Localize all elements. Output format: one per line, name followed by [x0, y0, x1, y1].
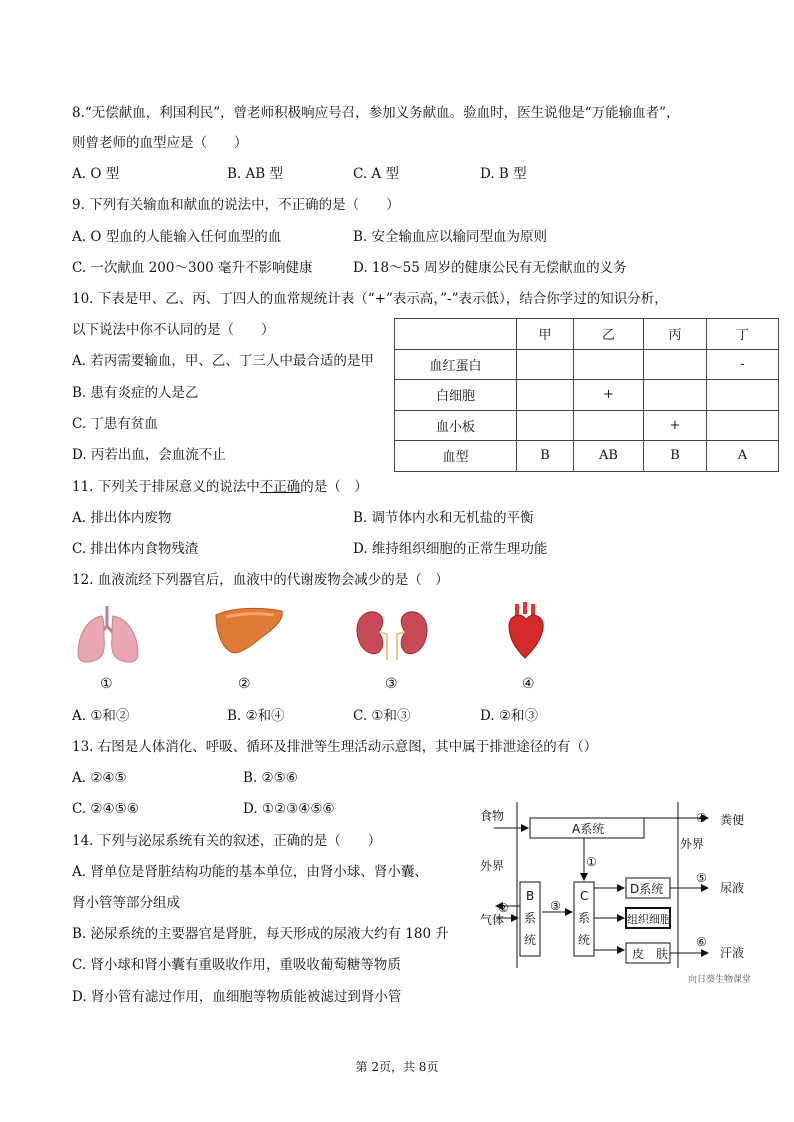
- organ-label-1: ①: [100, 676, 113, 692]
- lungs-image: [74, 604, 144, 666]
- diagram-outer-right-label: 外界: [680, 837, 705, 851]
- q8-option-b: B. AB 型: [227, 166, 283, 182]
- q11-option-b: B. 调节体内水和无机盐的平衡: [353, 510, 534, 526]
- table-cell: [395, 319, 517, 350]
- q11-stem-post: 的是（ ）: [300, 479, 368, 495]
- q13-option-b: B. ②⑤⑥: [243, 770, 298, 786]
- q9-option-a: A. O 型血的人能输入任何血型的血: [72, 229, 282, 245]
- table-row-label: 血红蛋白: [395, 349, 517, 380]
- diagram-output-sweat: 汗液: [720, 946, 745, 960]
- diagram-watermark: 向日葵生物课堂: [688, 975, 752, 985]
- table-cell: [707, 380, 779, 411]
- organ-label-3: ③: [385, 676, 398, 692]
- diagram-num-3: ③: [550, 899, 561, 913]
- q11-stem-pre: 11. 下列关于排尿意义的说法中: [72, 479, 260, 495]
- q11-option-a: A. 排出体内废物: [72, 510, 172, 526]
- q12-option-c: C. ①和③: [353, 708, 411, 724]
- diagram-system-d: D系统: [630, 882, 664, 896]
- table-row: [395, 441, 779, 472]
- q12-stem: 12. 血液流经下列器官后，血液中的代谢废物会减少的是（ ）: [72, 572, 449, 588]
- q13-option-c: C. ②④⑤⑥: [72, 801, 139, 817]
- table-cell: [707, 410, 779, 441]
- q12-option-d: D. ②和③: [480, 708, 539, 724]
- q11-stem-underline: 不正确: [259, 479, 301, 495]
- q8-option-c: C. A 型: [353, 166, 399, 182]
- q10-option-c: C. 丁患有贫血: [72, 416, 158, 432]
- diagram-num-6: ⑥: [696, 935, 707, 949]
- q11-option-d: D. 维持组织细胞的正常生理功能: [353, 541, 548, 557]
- q14-option-d: D. 肾小管有滤过作用，血细胞等物质能被滤过到肾小管: [72, 989, 402, 1005]
- diagram-outer-left-label: 外界: [480, 859, 505, 873]
- blood-test-table: [394, 318, 779, 472]
- table-row-label: 血小板: [395, 410, 517, 441]
- liver-image: [212, 605, 286, 657]
- table-cell: -: [707, 349, 779, 380]
- diagram-skin: 皮 肤: [632, 947, 669, 961]
- q14-option-a-line2: 肾小管等部分组成: [72, 895, 180, 911]
- table-row-label: 白细胞: [395, 380, 517, 411]
- kidneys-image: [351, 606, 433, 660]
- q9-option-c: C. 一次献血 200～300 毫升不影响健康: [72, 260, 313, 276]
- table-header-bing: 丙: [644, 319, 707, 350]
- diagram-system-b-1: B: [526, 889, 535, 903]
- diagram-num-1: ①: [586, 855, 597, 869]
- heart-image: [503, 600, 549, 662]
- diagram-system-c-2: 系: [578, 911, 591, 925]
- diagram-num-4: ④: [696, 811, 707, 825]
- diagram-num-2: ②: [498, 901, 509, 915]
- table-cell: B: [644, 441, 707, 472]
- table-cell: [517, 410, 574, 441]
- diagram-system-b-2: 系: [524, 911, 537, 925]
- diagram-num-5: ⑤: [696, 871, 707, 885]
- q13-option-d: D. ①②③④⑤⑥: [243, 801, 335, 817]
- physiology-diagram: [470, 800, 780, 990]
- table-row-label: 血型: [395, 441, 517, 472]
- q10-stem-line1: 10. 下表是甲、乙、丙、丁四人的血常规统计表（“+”表示高，”-”表示低），结合你学过的知识分析，: [72, 291, 668, 307]
- diagram-tissue-cells: 组织细胞: [627, 913, 671, 926]
- q14-option-b: B. 泌尿系统的主要器官是肾脏，每天形成的尿液大约有 180 升: [72, 926, 449, 942]
- page-footer: 第 2页，共 8页: [355, 1060, 439, 1074]
- q12-option-b: B. ②和④: [227, 708, 285, 724]
- table-cell: A: [707, 441, 779, 472]
- q8-stem-line2: 则曾老师的血型应是（ ）: [72, 135, 248, 151]
- q10-option-b: B. 患有炎症的人是乙: [72, 385, 199, 401]
- q9-stem: 9. 下列有关输血和献血的说法中，不正确的是（ ）: [72, 197, 400, 213]
- diagram-output-feces: 粪便: [720, 813, 745, 827]
- table-cell: [517, 380, 574, 411]
- table-row: [395, 349, 779, 380]
- diagram-gas-label: 气体: [480, 913, 505, 927]
- table-cell: [644, 349, 707, 380]
- table-header-yi: 乙: [574, 319, 644, 350]
- table-cell: [517, 349, 574, 380]
- q12-option-a: A. ①和②: [72, 708, 130, 724]
- q10-stem-line2: 以下说法中你不认同的是（ ）: [72, 322, 275, 338]
- table-cell: +: [644, 410, 707, 441]
- table-cell: [574, 349, 644, 380]
- q10-option-d: D. 丙若出血，会血流不止: [72, 447, 226, 463]
- organ-label-4: ④: [522, 676, 535, 692]
- diagram-system-c-1: C: [580, 889, 589, 903]
- q9-option-b: B. 安全输血应以输同型血为原则: [353, 229, 548, 245]
- q14-option-c: C. 肾小球和肾小囊有重吸收作用，重吸收葡萄糖等物质: [72, 957, 401, 973]
- table-cell: [574, 410, 644, 441]
- q8-stem-line1: 8.“无偿献血，利国利民”，曾老师积极响应号召，参加义务献血。验血时，医生说他是“万能输血者”，: [72, 105, 680, 121]
- table-header-ding: 丁: [707, 319, 779, 350]
- q11-stem: [72, 478, 368, 496]
- q11-option-c: C. 排出体内食物残渣: [72, 541, 199, 557]
- table-header-row: [395, 319, 779, 350]
- diagram-food-label: 食物: [480, 809, 505, 823]
- q13-option-a: A. ②④⑤: [72, 770, 127, 786]
- q8-option-d: D. B 型: [480, 166, 527, 182]
- diagram-output-urine: 尿液: [720, 881, 745, 895]
- organ-label-2: ②: [238, 676, 251, 692]
- q13-stem: 13. 右图是人体消化、呼吸、循环及排泄等生理活动示意图，其中属于排泄途径的有（）: [72, 739, 598, 755]
- diagram-system-b-3: 统: [524, 933, 537, 947]
- table-cell: [644, 380, 707, 411]
- table-row: [395, 380, 779, 411]
- q8-option-a: A. O 型: [72, 166, 120, 182]
- table-cell: B: [517, 441, 574, 472]
- q14-option-a-line1: A. 肾单位是肾脏结构功能的基本单位，由肾小球、肾小囊、: [72, 864, 428, 880]
- diagram-system-a: A系统: [572, 822, 605, 836]
- q9-option-d: D. 18～55 周岁的健康公民有无偿献血的义务: [353, 260, 627, 276]
- table-row: [395, 410, 779, 441]
- q14-stem: 14. 下列与泌尿系统有关的叙述，正确的是（ ）: [72, 833, 382, 849]
- q10-option-a: A. 若丙需要输血，甲、乙、丁三人中最合适的是甲: [72, 353, 374, 369]
- table-cell: AB: [574, 441, 644, 472]
- diagram-system-c-3: 统: [578, 933, 591, 947]
- table-header-jia: 甲: [517, 319, 574, 350]
- table-cell: +: [574, 380, 644, 411]
